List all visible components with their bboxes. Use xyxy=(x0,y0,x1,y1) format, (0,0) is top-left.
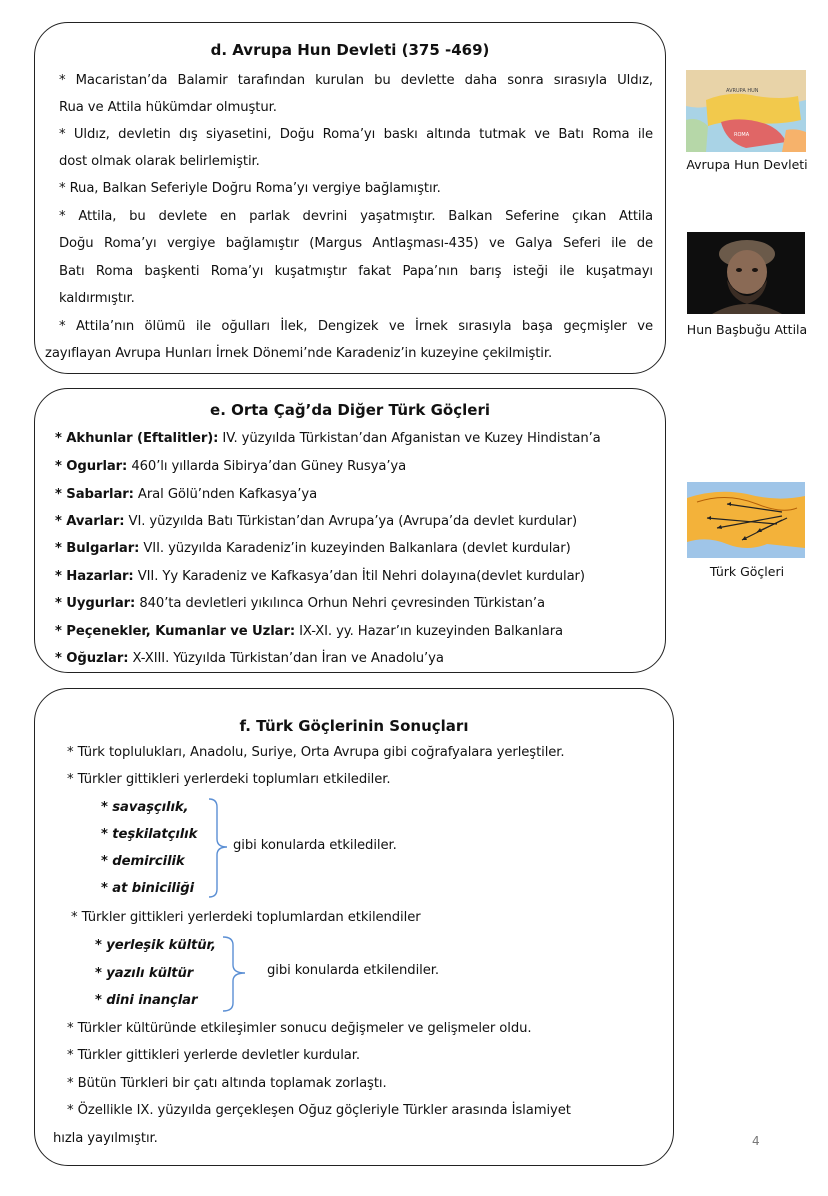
migration-item: * Ogurlar: 460’lı yıllarda Sibirya’dan Güney Rusya’ya xyxy=(55,459,407,474)
section-d-line: * Macaristan’da Balamir tarafından kurulan bu devlette daha sonra sırasıyla Uldız, xyxy=(59,73,653,88)
result-line: hızla yayılmıştır. xyxy=(53,1131,158,1146)
migration-group-name: Sabarlar: xyxy=(66,487,134,502)
section-d-line: Doğu Roma’yı vergiye bağlamıştır (Margus Antlaşması-435) ve Galya Seferi ile de xyxy=(59,236,653,251)
section-d-box xyxy=(34,22,666,374)
attila-portrait-image xyxy=(687,232,805,314)
influence-item: * dini inançlar xyxy=(95,993,198,1008)
group1-label: gibi konularda etkilediler. xyxy=(233,838,397,853)
migration-description: IV. yüzyılda Türkistan’dan Afganistan ve Kuzey Hindistan’a xyxy=(218,431,601,446)
group2-label: gibi konularda etkilendiler. xyxy=(267,963,439,978)
section-f-title: f. Türk Göçlerinin Sonuçları xyxy=(239,717,469,735)
svg-text:AVRUPA HUN: AVRUPA HUN xyxy=(726,88,759,94)
influence-item: * yerleşik kültür, xyxy=(95,938,216,953)
migration-item: * Akhunlar (Eftalitler): IV. yüzyılda Türkistan’dan Afganistan ve Kuzey Hindistan’a xyxy=(55,431,601,446)
section-e-title: e. Orta Çağ’da Diğer Türk Göçleri xyxy=(210,401,490,419)
migration-item: * Uygurlar: 840’ta devletleri yıkılınca Orhun Nehri çevresinden Türkistan’a xyxy=(55,596,545,611)
result-line: * Türkler gittikleri yerlerdeki toplumları etkilediler. xyxy=(67,772,391,787)
page-number: 4 xyxy=(752,1134,760,1148)
section-d-title: d. Avrupa Hun Devleti (375 -469) xyxy=(210,41,490,59)
result-line: * Türkler gittikleri yerlerde devletler kurdular. xyxy=(67,1048,360,1063)
section-d-line: * Uldız, devletin dış siyasetini, Doğu Roma’yı baskı altında tutmak ve Batı Roma ile xyxy=(59,127,653,142)
section-d-line: Batı Roma başkenti Roma’yı kuşatmıştır fakat Papa’nın barış isteği ile kuşatmayı xyxy=(59,264,653,279)
section-f-box xyxy=(34,688,674,1166)
result-line: * Bütün Türkleri bir çatı altında toplamak zorlaştı. xyxy=(67,1076,387,1091)
result-line: * Türkler gittikleri yerlerdeki toplumlardan etkilendiler xyxy=(71,910,421,925)
turk-migrations-map-image xyxy=(687,482,805,558)
migration-group-name: Oğuzlar: xyxy=(66,651,129,666)
section-d-line: * Attila, bu devlete en parlak devrini yaşatmıştır. Balkan Seferine çıkan Attila xyxy=(59,209,653,224)
migration-description: X-XIII. Yüzyılda Türkistan’dan İran ve Anadolu’ya xyxy=(128,651,444,666)
migration-item: * Oğuzlar: X-XIII. Yüzyılda Türkistan’dan İran ve Anadolu’ya xyxy=(55,651,444,666)
migration-description: VI. yüzyılda Batı Türkistan’dan Avrupa’ya (Avrupa’da devlet kurdular) xyxy=(124,514,578,529)
migration-group-name: Ogurlar: xyxy=(66,459,128,474)
influence-item: * teşkilatçılık xyxy=(101,827,198,842)
section-d-line: zayıflayan Avrupa Hunları İrnek Dönemi’nde Karadeniz’in kuzeyine çekilmiştir. xyxy=(45,346,553,361)
migration-item: * Hazarlar: VII. Yy Karadeniz ve Kafkasya’dan İtil Nehri dolayına(devlet kurdular) xyxy=(55,569,585,584)
migrations-caption: Türk Göçleri xyxy=(709,564,785,579)
result-line: * Türk toplulukları, Anadolu, Suriye, Orta Avrupa gibi coğrafyalara yerleştiler. xyxy=(67,745,565,760)
migration-group-name: Bulgarlar: xyxy=(66,541,140,556)
migration-description: 840’ta devletleri yıkılınca Orhun Nehri çevresinden Türkistan’a xyxy=(135,596,545,611)
avrupa-hun-map-image xyxy=(686,70,806,152)
migration-description: Aral Gölü’nden Kafkasya’ya xyxy=(133,487,318,502)
svg-text:ROMA: ROMA xyxy=(734,132,750,138)
influence-item: * at biniciliği xyxy=(101,881,194,896)
migration-group-name: Akhunlar (Eftalitler): xyxy=(66,431,219,446)
section-d-line: * Attila’nın ölümü ile oğulları İlek, Dengizek ve İrnek sırasıyla başa geçmişler ve xyxy=(59,319,653,334)
section-d-line: Rua ve Attila hükümdar olmuştur. xyxy=(59,100,277,115)
migration-group-name: Uygurlar: xyxy=(66,596,136,611)
migration-item: * Sabarlar: Aral Gölü’nden Kafkasya’ya xyxy=(55,487,318,502)
migration-item: * Avarlar: VI. yüzyılda Batı Türkistan’dan Avrupa’ya (Avrupa’da devlet kurdular) xyxy=(55,514,578,529)
influence-item: * yazılı kültür xyxy=(95,966,194,981)
section-d-line: dost olmak olarak belirlemiştir. xyxy=(59,154,260,169)
migration-item: * Peçenekler, Kumanlar ve Uzlar: IX-XI. yy. Hazar’ın kuzeyinden Balkanlara xyxy=(55,624,564,639)
influence-item: * savaşçılık, xyxy=(101,800,189,815)
migration-description: IX-XI. yy. Hazar’ın kuzeyinden Balkanlara xyxy=(295,624,564,639)
attila-caption: Hun Başbuğu Attila xyxy=(686,322,808,337)
right-brace-2 xyxy=(221,935,253,1013)
section-e-box xyxy=(34,388,666,673)
migration-group-name: Avarlar: xyxy=(66,514,125,529)
migration-group-name: Hazarlar: xyxy=(66,569,134,584)
section-d-line: kaldırmıştır. xyxy=(59,291,135,306)
migration-description: 460’lı yıllarda Sibirya’dan Güney Rusya’ya xyxy=(127,459,407,474)
result-line: * Türkler kültüründe etkileşimler sonucu değişmeler ve gelişmeler oldu. xyxy=(67,1021,532,1036)
migration-description: VII. Yy Karadeniz ve Kafkasya’dan İtil Nehri dolayına(devlet kurdular) xyxy=(133,569,585,584)
migration-description: VII. yüzyılda Karadeniz’in kuzeyinden Balkanlara (devlet kurdular) xyxy=(139,541,571,556)
influence-item: * demircilik xyxy=(101,854,185,869)
result-line: * Özellikle IX. yüzyılda gerçekleşen Oğuz göçleriyle Türkler arasında İslamiyet xyxy=(67,1103,571,1118)
migration-group-name: Peçenekler, Kumanlar ve Uzlar: xyxy=(66,624,296,639)
section-d-line: * Rua, Balkan Seferiyle Doğru Roma’yı vergiye bağlamıştır. xyxy=(59,181,441,196)
map-caption: Avrupa Hun Devleti xyxy=(686,157,808,172)
right-brace-1 xyxy=(207,797,235,901)
migration-item: * Bulgarlar: VII. yüzyılda Karadeniz’in kuzeyinden Balkanlara (devlet kurdular) xyxy=(55,541,571,556)
